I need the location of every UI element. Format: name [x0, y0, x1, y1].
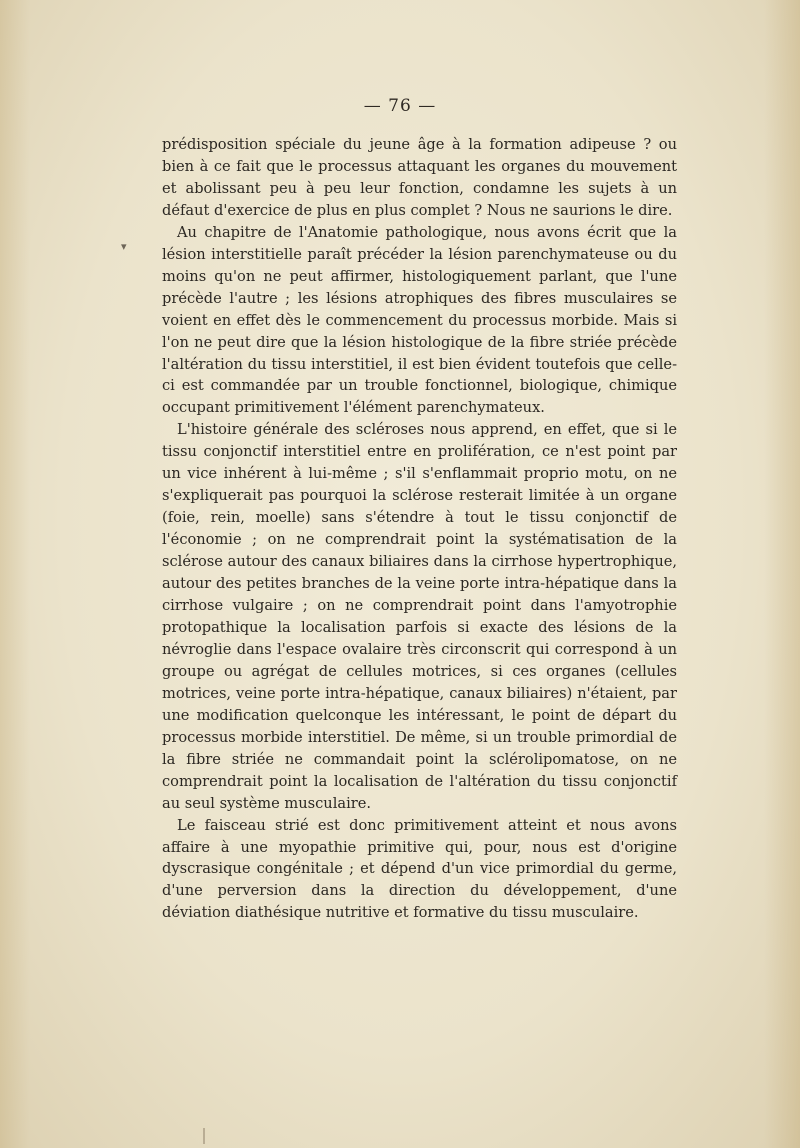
margin-speck-mark: ▾ [121, 240, 127, 253]
body-text [162, 134, 677, 924]
page-number: — 76 — [363, 96, 437, 116]
paragraph-4: Le faisceau strié est donc primitivement atteint et nous avons affaire à une myopathie primitive qui, pour, nous est d'origine dyscrasique congénitale ; et dépend d'un vice primordial du germe, d'une perversion dans la direction du développement, d'une déviation diathésique nutritive et formative du tissu musculaire. [162, 816, 677, 922]
page-edge-left [0, 0, 30, 1148]
bottom-speck-mark [203, 1128, 205, 1144]
paragraph-1: prédisposition spéciale du jeune âge à la formation adipeuse ? ou bien à ce fait que le processus attaquant les organes du mouvement et abolissant peu à peu leur fonction, condamne les sujets à un défaut d'exercice de plus en plus complet ? Nous ne saurions le dire. [162, 136, 677, 219]
paragraph-3: L'histoire générale des scléroses nous apprend, en effet, que si le tissu conjonctif interstitiel entre en prolifération, ce n'est point par un vice inhérent à lui-même ; s'il s'enflammait proprio motu, on ne s'expliquerait pas pourquoi la sclérose resterait limitée à un organe (foie, rein, moelle) sans s'étendre à tout le tissu conjonctif de l'économie ; on ne comprendrait point la systématisation de la sclérose autour des canaux biliaires dans la cirrhose hypertrophique, autour des petites branches de la veine porte intra-hépatique dans la cirrhose vulgaire ; on ne comprendrait point dans l'amyotrophie protopathique la localisation parfois si exacte des lésions de la névroglie dans l'espace ovalaire très circonscrit qui correspond à un groupe ou agrégat de cellules motrices, si ces organes (cellules motrices, veine porte intra-hépatique, canaux biliaires) n'étaient, par une modification quelconque les intéressant, le point de départ du processus morbide interstitiel. De même, si un trouble primordial de la fibre striée ne commandait point la sclérolipomatose, on ne comprendrait point la localisation de l'altération du tissu conjonctif au seul système musculaire. [162, 421, 677, 812]
page-edge-right [764, 0, 800, 1148]
paragraph-2: Au chapitre de l'Anatomie pathologique, nous avons écrit que la lésion interstitielle paraît précéder la lésion parenchymateuse ou du moins qu'on ne peut affirmer, histologiquement parlant, que l'une précède l'autre ; les lésions atrophiques des fibres musculaires se voient en effet dès le commencement du processus morbide. Mais si l'on ne peut dire que la lésion histologique de la fibre striée précède l'altération du tissu interstitiel, il est bien évident toutefois que celle-ci est commandée par un trouble fonctionnel, biologique, chimique occupant primitivement l'élément parenchymateux. [162, 223, 677, 417]
